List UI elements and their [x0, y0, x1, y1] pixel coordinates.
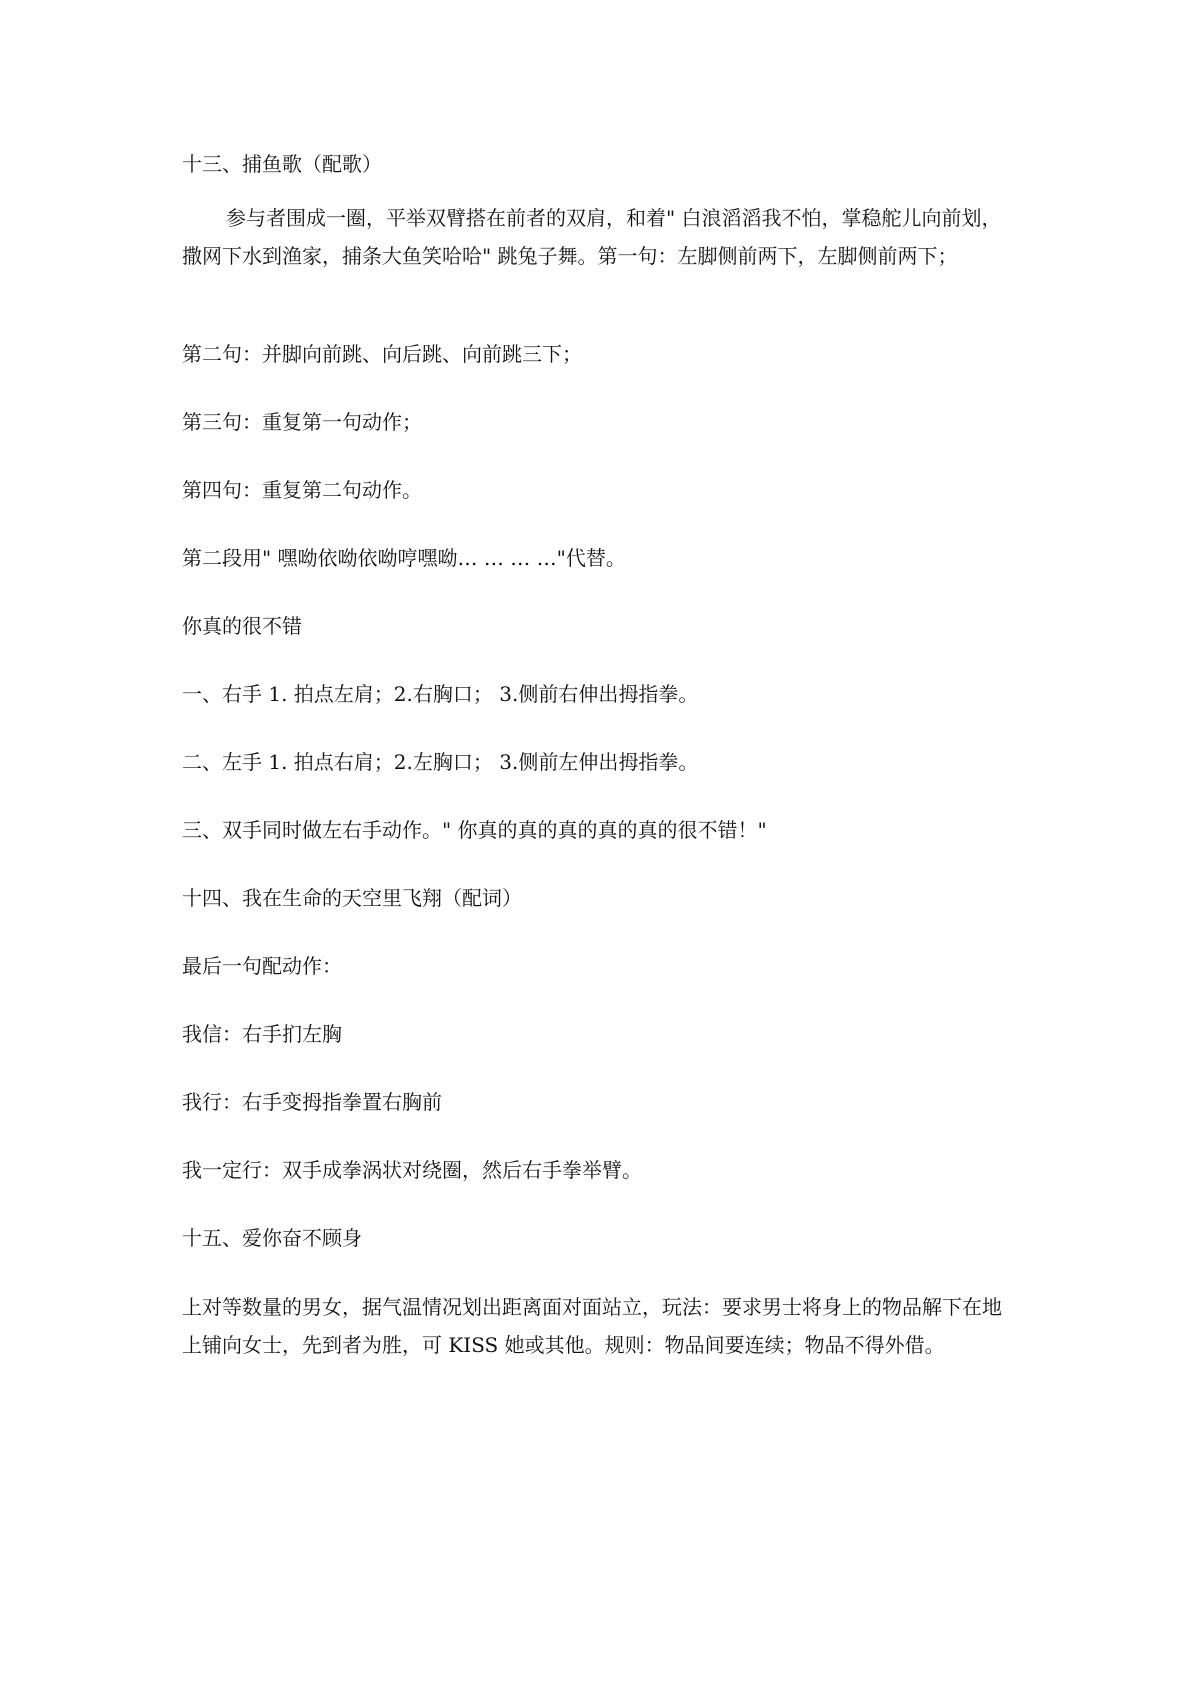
section-heading-14: 十四、我在生命的天空里飞翔（配词）	[182, 886, 522, 910]
step-one: 一、右手 1. 拍点左肩；2.右胸口； 3.侧前右伸出拇指拳。	[182, 682, 699, 706]
section-heading-13: 十三、捕鱼歌（配歌）	[182, 152, 382, 176]
paragraph-love-game-rules: 上对等数量的男女，据气温情况划出距离面对面站立，玩法：要求男士将身上的物品解下在地上铺向女士，先到者为胜，可 KISS 她或其他。规则：物品间要连续；物品不得外借。	[182, 1295, 1002, 1357]
paragraph-fishing-song-intro: 参与者围成一圈，平举双臂搭在前者的双肩，和着" 白浪滔滔我不怕，掌稳舵儿向前划，撒网下水到渔家，捕条大鱼笑哈哈" 跳兔子舞。第一句：左脚侧前两下，左脚侧前两下；	[182, 206, 1002, 268]
section-heading-15: 十五、爱你奋不顾身	[182, 1226, 362, 1250]
action-i-can: 我行：右手变拇指拳置右胸前	[182, 1090, 442, 1114]
paragraph-line-3: 第三句：重复第一句动作；	[182, 410, 422, 434]
action-i-definitely-can: 我一定行：双手成拳涡状对绕圈，然后右手拳举臂。	[182, 1158, 642, 1182]
step-three: 三、双手同时做左右手动作。" 你真的真的真的真的真的很不错！"	[182, 818, 767, 842]
action-i-believe: 我信：右手扪左胸	[182, 1022, 342, 1046]
paragraph-line-4: 第四句：重复第二句动作。	[182, 478, 422, 502]
paragraph-last-line-actions: 最后一句配动作：	[182, 954, 342, 978]
step-two: 二、左手 1. 拍点右肩；2.左胸口； 3.侧前左伸出拇指拳。	[182, 750, 699, 774]
paragraph-second-verse: 第二段用" 嘿呦依呦依呦哼嘿呦… … … …"代替。	[182, 546, 626, 570]
subheading-you-are-great: 你真的很不错	[182, 614, 302, 638]
paragraph-line-2: 第二句：并脚向前跳、向后跳、向前跳三下；	[182, 342, 582, 366]
